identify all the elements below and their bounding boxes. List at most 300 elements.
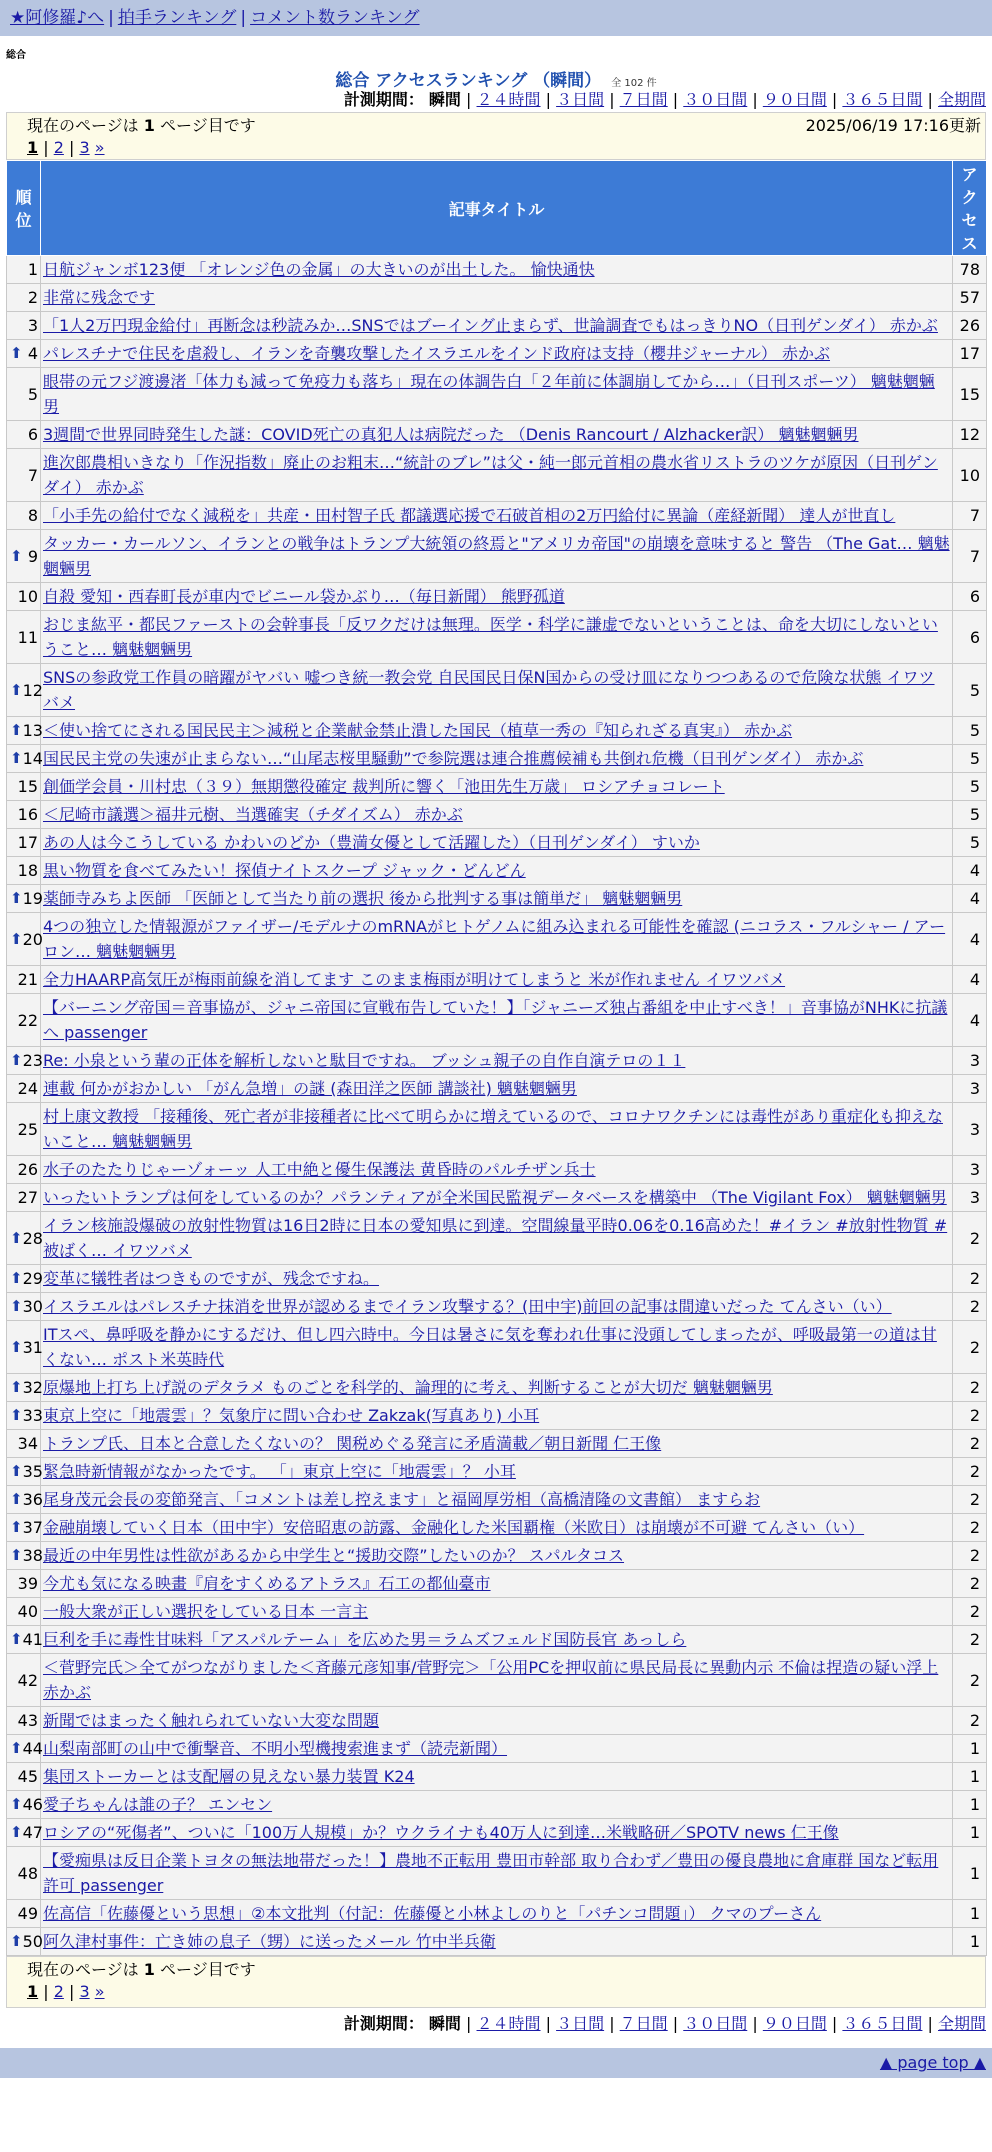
period-separator: | <box>466 2014 477 2033</box>
article-link[interactable]: ＜菅野完氏＞全てがつながりました＜斉藤元彦知事/菅野完＞「公用PCを押収前に県民局長に異動内示 不倫は捏造の疑い浮上 赤かぶ <box>43 1658 939 1702</box>
rank-number: 23 <box>22 1051 43 1070</box>
rank-up-arrow-icon: ⬆ <box>10 929 23 948</box>
rank-cell <box>7 1184 41 1212</box>
table-row <box>7 1402 987 1430</box>
rank-up-arrow-icon: ⬆ <box>10 721 23 739</box>
article-link[interactable]: 創価学会員・川村忠（３９）無期懲役確定 裁判所に響く「池田先生万歳」 ロシアチョコレート <box>43 777 725 796</box>
rank-up-arrow-icon: ⬆ <box>10 680 23 699</box>
article-link[interactable]: タッカー・カールソン、イランとの戦争はトランプ大統領の終焉と"アメリカ帝国"の崩壊を意味すると 警告 （The Gat… 魑魅魍魎男 <box>43 534 950 578</box>
table-row <box>7 611 987 664</box>
page-link-1[interactable]: 1 <box>27 138 39 157</box>
article-link[interactable]: ロシアの“死傷者”、ついに「100万人規模」か？ウクライナも40万人に到達…米戦略研／SPOTV news 仁王像 <box>43 1823 839 1842</box>
article-link[interactable]: おじま紘平・都民ファーストの会幹事長「反ワクだけは無理。医学・科学に謙虚でないということは、命を大切にしないということ… 魑魅魍魎男 <box>43 615 938 659</box>
title-cell <box>41 1791 953 1819</box>
article-link[interactable]: 一般大衆が正しい選択をしている日本 一言主 <box>43 1602 369 1621</box>
total-count: 全 102 件 <box>611 78 657 89</box>
rank-number: 11 <box>17 627 38 647</box>
rank-cell <box>7 530 41 583</box>
article-link[interactable]: 尾身茂元会長の変節発言、「コメントは差し控えます」と福岡厚労相（高橋清隆の文書館） ますらお <box>43 1490 761 1509</box>
rank-cell <box>7 1430 41 1458</box>
title-cell <box>41 1707 953 1735</box>
article-link[interactable]: 村上康文教授 「接種後、死亡者が非接種者に比べて明らかに増えているので、コロナワクチンには毒性があり重症化も抑えないこと… 魑魅魍魎男 <box>43 1107 943 1151</box>
rank-up-arrow-icon: ⬆ <box>10 1406 23 1424</box>
table-row <box>7 1293 987 1321</box>
article-link[interactable]: ＜尼崎市議選＞福井元樹、当選確実（チダイズム） 赤かぶ <box>43 805 463 824</box>
rank-up-arrow-icon: ⬆ <box>10 1630 23 1648</box>
article-link[interactable]: 日航ジャンボ123便 「オレンジ色の金属」の大きいのが出土した。 愉快通快 <box>43 260 595 279</box>
table-row <box>7 583 987 611</box>
rank-cell <box>7 913 41 966</box>
title-cell <box>41 1265 953 1293</box>
table-row <box>7 449 987 502</box>
period-link[interactable]: ９０日間 <box>762 90 827 109</box>
period-separator: | <box>826 90 843 109</box>
rank-up-arrow-icon: ⬆ <box>10 1378 23 1396</box>
title-cell <box>41 1570 953 1598</box>
rank-number: 1 <box>27 260 38 279</box>
table-row <box>7 966 987 994</box>
access-count: 1 <box>953 1791 987 1819</box>
access-count: 5 <box>953 745 987 773</box>
article-link[interactable]: 阿久津村事件：亡き姉の息子（甥）に送ったメール 竹中半兵衛 <box>43 1932 496 1951</box>
article-link[interactable]: パレスチナで住民を虐殺し、イランを奇襲攻撃したイスラエルをインド政府は支持（櫻井ジャーナル） 赤かぶ <box>43 344 831 363</box>
rank-number: 44 <box>22 1739 43 1758</box>
rank-cell <box>7 421 41 449</box>
access-count: 2 <box>953 1514 987 1542</box>
rank-number: 42 <box>17 1670 38 1690</box>
article-link[interactable]: 変革に犠牲者はつきものですが、残念ですね。 <box>43 1269 380 1288</box>
access-count: 5 <box>953 717 987 745</box>
table-row <box>7 829 987 857</box>
rank-up-arrow-icon: ⬆ <box>10 1739 23 1757</box>
rank-cell <box>7 1265 41 1293</box>
rank-number: 17 <box>17 833 38 852</box>
period-link[interactable]: ７日間 <box>619 2014 668 2033</box>
article-link[interactable]: 3週間で世界同時発生した謎：COVID死亡の真犯人は病院だった （Denis Rancourt / Alzhacker訳） 魑魅魍魎男 <box>43 425 859 444</box>
table-row <box>7 1707 987 1735</box>
access-count: 2 <box>953 1598 987 1626</box>
rank-number: 24 <box>17 1079 38 1098</box>
table-row <box>7 284 987 312</box>
rank-number: 31 <box>22 1337 43 1357</box>
article-link[interactable]: イラン核施設爆破の放射性物質は16日2時に日本の愛知県に到達。空間線量平時0.06を0.16高めた！#イラン #放射性物質 #被ばく… イワツバメ <box>43 1216 948 1260</box>
rank-number: 3 <box>27 316 38 335</box>
access-count: 2 <box>953 1321 987 1374</box>
title-cell <box>41 1486 953 1514</box>
table-row <box>7 1486 987 1514</box>
access-count: 3 <box>953 1047 987 1075</box>
period-link[interactable]: 全期間 <box>937 2014 986 2033</box>
period-link[interactable]: 全期間 <box>937 90 986 109</box>
period-link[interactable]: ２４時間 <box>476 90 541 109</box>
rank-number: 36 <box>22 1490 43 1509</box>
pagination-bottom <box>6 1956 986 2008</box>
period-links <box>466 2014 986 2033</box>
table-row <box>7 1047 987 1075</box>
next-page-link[interactable]: » <box>94 1982 105 2001</box>
title-cell <box>41 530 953 583</box>
rank-number: 15 <box>17 777 38 796</box>
page-info-number: 1 <box>143 1960 155 1979</box>
table-row <box>7 1819 987 1847</box>
access-count: 1 <box>953 1763 987 1791</box>
period-link[interactable]: ３日間 <box>556 90 605 109</box>
access-count: 5 <box>953 664 987 717</box>
table-row <box>7 745 987 773</box>
rank-cell <box>7 857 41 885</box>
title-cell <box>41 1293 953 1321</box>
table-row <box>7 1430 987 1458</box>
title-cell <box>41 1626 953 1654</box>
rank-number: 40 <box>17 1602 38 1621</box>
table-row <box>7 1900 987 1928</box>
rank-number: 25 <box>17 1119 38 1139</box>
rank-up-arrow-icon: ⬆ <box>10 1051 23 1069</box>
period-link[interactable]: ３０日間 <box>683 90 748 109</box>
table-row <box>7 1542 987 1570</box>
period-link[interactable]: ３日間 <box>556 2014 605 2033</box>
clap-ranking-link[interactable]: 拍手ランキング <box>117 8 237 28</box>
rank-number: 34 <box>17 1434 38 1453</box>
period-separator: | <box>540 2014 557 2033</box>
table-row <box>7 1791 987 1819</box>
article-link[interactable]: 金融崩壊していく日本（田中宇）安倍昭恵の訪露、金融化した米国覇権（米欧日）は崩壊が不可避 てんさい（い） <box>43 1518 865 1537</box>
access-header: アクセス <box>953 161 987 256</box>
title-cell <box>41 1654 953 1707</box>
table-row <box>7 1075 987 1103</box>
page-info-post: ページ目です <box>160 1960 256 1979</box>
access-count: 2 <box>953 1212 987 1265</box>
table-row <box>7 1212 987 1265</box>
rank-cell <box>7 1598 41 1626</box>
rank-cell <box>7 583 41 611</box>
title-cell <box>41 1598 953 1626</box>
page-top-link[interactable]: ▲ page top ▲ <box>879 2053 986 2072</box>
rank-up-arrow-icon: ⬆ <box>10 1932 23 1950</box>
rank-cell <box>7 1791 41 1819</box>
title-cell <box>41 1735 953 1763</box>
page-link-1[interactable]: 1 <box>27 1982 39 2001</box>
rank-cell <box>7 1047 41 1075</box>
period-separator: | <box>922 2014 938 2033</box>
article-link[interactable]: トランプ氏、日本と合意したくないの？ 関税めぐる発言に矛盾満載／朝日新聞 仁王像 <box>43 1434 662 1453</box>
rank-cell <box>7 611 41 664</box>
title-cell <box>41 801 953 829</box>
rank-number: 30 <box>22 1297 43 1316</box>
period-separator: | <box>604 90 620 109</box>
rank-cell <box>7 368 41 421</box>
article-link[interactable]: 自殺 愛知・西春町長が車内でビニール袋かぶり…（毎日新聞） 熊野孤道 <box>43 587 565 606</box>
rank-cell <box>7 1458 41 1486</box>
rank-up-arrow-icon: ⬆ <box>10 1297 23 1315</box>
table-row <box>7 1514 987 1542</box>
page-info-pre: 現在のページは <box>27 116 139 135</box>
rank-number: 9 <box>27 546 38 566</box>
access-count: 2 <box>953 1486 987 1514</box>
table-row <box>7 994 987 1047</box>
title-cell <box>41 1184 953 1212</box>
article-link[interactable]: 最近の中年男性は性欲があるから中学生と“援助交際”したいのか？ スパルタコス <box>43 1546 625 1565</box>
article-link[interactable]: 山梨南部町の山中で衝撃音、不明小型機捜索進まず（読売新聞） <box>43 1739 508 1758</box>
title-cell <box>41 502 953 530</box>
article-link[interactable]: 緊急時新情報がなかったです。 「」東京上空に「地震雲」？ 小耳 <box>43 1462 516 1481</box>
table-row <box>7 801 987 829</box>
category-label: 総合 <box>6 50 26 61</box>
rank-number: 10 <box>17 587 38 606</box>
article-link[interactable]: 【愛痴県は反日企業トヨタの無法地帯だった！】農地不正転用 豊田市幹部 取り合わず／豊田の優良農地に倉庫群 国など転用許可 passenger <box>43 1851 939 1895</box>
rank-cell <box>7 1542 41 1570</box>
article-link[interactable]: いったいトランプは何をしているのか？パランティアが全米国民監視データベースを構築中 （The Vigilant Fox） 魑魅魍魎男 <box>43 1188 947 1207</box>
rank-cell <box>7 1156 41 1184</box>
title-cell <box>41 773 953 801</box>
access-count: 3 <box>953 1075 987 1103</box>
rank-cell <box>7 1570 41 1598</box>
table-row <box>7 1570 987 1598</box>
article-link[interactable]: 非常に残念です <box>43 288 156 307</box>
rank-number: 12 <box>22 680 43 700</box>
title-cell <box>41 1402 953 1430</box>
access-count: 2 <box>953 1542 987 1570</box>
rank-cell <box>7 1928 41 1956</box>
article-link[interactable]: 【バーニング帝国＝音事協が、ジャニ帝国に宣戦布告していた！】「ジャニーズ独占番組を中止すべき！」音事協がNHKに抗議へ passenger <box>43 998 948 1042</box>
table-row <box>7 1265 987 1293</box>
table-row <box>7 885 987 913</box>
rank-up-arrow-icon: ⬆ <box>10 344 23 362</box>
access-count: 4 <box>953 913 987 966</box>
access-count: 5 <box>953 773 987 801</box>
table-row <box>7 1103 987 1156</box>
title-cell <box>41 1103 953 1156</box>
article-link[interactable]: Re: 小泉という輩の正体を解析しないと駄目ですね。 ブッシュ親子の自作自演テロの１１ <box>43 1051 686 1070</box>
rank-up-arrow-icon: ⬆ <box>10 1518 23 1536</box>
period-separator: | <box>667 2014 684 2033</box>
title-cell <box>41 1430 953 1458</box>
article-link[interactable]: 新聞ではまったく触れられていない大変な問題 <box>43 1711 380 1730</box>
access-count: 2 <box>953 1402 987 1430</box>
access-count: 5 <box>953 801 987 829</box>
period-current: 瞬間 <box>428 90 461 109</box>
table-row <box>7 1626 987 1654</box>
page-info-number: 1 <box>143 116 155 135</box>
ranking-table-body <box>7 256 987 1956</box>
period-separator: | <box>747 90 763 109</box>
rank-cell <box>7 1402 41 1430</box>
access-count: 15 <box>953 368 987 421</box>
access-count: 12 <box>953 421 987 449</box>
title-cell <box>41 1928 953 1956</box>
rank-cell <box>7 801 41 829</box>
rank-cell <box>7 1819 41 1847</box>
article-link[interactable]: 薬師寺みちよ医師 「医師として当たり前の選択 後から批判する事は簡単だ」 魑魅魍魎男 <box>43 889 683 908</box>
article-link[interactable]: 「1人2万円現金給付」再断念は秒読みか…SNSではブーイング止まらず、世論調査でもはっきりNO（日刊ゲンダイ） 赤かぶ <box>43 316 938 335</box>
period-separator: | <box>466 90 477 109</box>
access-count: 78 <box>953 256 987 284</box>
rank-up-arrow-icon: ⬆ <box>10 1462 23 1480</box>
access-count: 6 <box>953 611 987 664</box>
title-cell <box>41 1542 953 1570</box>
page-link-2[interactable]: 2 <box>53 138 64 157</box>
period-link[interactable]: ２４時間 <box>476 2014 541 2033</box>
next-page-link[interactable]: » <box>94 138 105 157</box>
rank-cell <box>7 340 41 368</box>
rank-cell <box>7 312 41 340</box>
rank-number: 35 <box>22 1462 43 1481</box>
rank-up-arrow-icon: ⬆ <box>10 1269 23 1287</box>
title-cell <box>41 745 953 773</box>
rank-cell <box>7 1321 41 1374</box>
period-link[interactable]: ７日間 <box>619 90 668 109</box>
rank-cell <box>7 256 41 284</box>
table-row <box>7 1374 987 1402</box>
article-link[interactable]: ＜使い捨てにされる国民民主＞減税と企業献金禁止潰した国民（植草一秀の『知られざる真実』） 赤かぶ <box>43 721 793 740</box>
table-row <box>7 502 987 530</box>
rank-number: 18 <box>17 861 38 880</box>
article-link[interactable]: 水子のたたりじゃーゾォーッ 人工中絶と優生保護法 黄昏時のパルチザン兵士 <box>43 1160 596 1179</box>
rank-up-arrow-icon: ⬆ <box>10 1546 23 1564</box>
article-link[interactable]: 愛子ちゃんは誰の子？ エンセン <box>43 1795 273 1814</box>
article-link[interactable]: 原爆地上打ち上げ説のデタラメ ものごとを科学的、論理的に考え、判断することが大切だ 魑魅魍魎男 <box>43 1378 773 1397</box>
rank-up-arrow-icon: ⬆ <box>10 546 23 565</box>
rank-cell <box>7 745 41 773</box>
page-link-3[interactable]: 3 <box>79 138 90 157</box>
article-link[interactable]: イスラエルはパレスチナ抹消を世界が認めるまでイラン攻撃する？(田中宇)前回の記事は間違いだった てんさい（い） <box>43 1297 892 1316</box>
table-row <box>7 1654 987 1707</box>
article-link[interactable]: ITスペ、鼻呼吸を静かにするだけ、但し四六時中。今日は暑さに気を奪われ仕事に没頭してしまったが、呼吸最第一の道は甘くない… ポスト米英時代 <box>43 1325 937 1369</box>
title-cell <box>41 1819 953 1847</box>
article-link[interactable]: SNSの参政党工作員の暗躍がヤバい 嘘つき統一教会党 自民国民日保N国からの受け皿になりつつあるので危険な状態 イワツバメ <box>43 668 935 712</box>
rank-number: 19 <box>22 889 43 908</box>
top-nav-bar <box>0 0 992 36</box>
access-count: 1 <box>953 1847 987 1900</box>
access-count: 26 <box>953 312 987 340</box>
access-count: 2 <box>953 1570 987 1598</box>
rank-number: 4 <box>27 344 38 363</box>
rank-cell <box>7 284 41 312</box>
table-row <box>7 1458 987 1486</box>
title-cell <box>41 312 953 340</box>
table-row <box>7 1156 987 1184</box>
title-cell <box>41 885 953 913</box>
rank-up-arrow-icon: ⬆ <box>10 1490 23 1508</box>
page-link-2[interactable]: 2 <box>53 1982 64 2001</box>
access-count: 2 <box>953 1707 987 1735</box>
table-row <box>7 664 987 717</box>
rank-cell <box>7 1075 41 1103</box>
rank-cell <box>7 829 41 857</box>
rank-number: 6 <box>27 425 38 444</box>
access-count: 3 <box>953 1156 987 1184</box>
rank-number: 41 <box>22 1630 43 1649</box>
table-row <box>7 913 987 966</box>
rank-number: 43 <box>17 1711 38 1730</box>
article-link[interactable]: 連載 何かがおかしい 「がん急増」の謎 (森田洋之医師 講談社) 魑魅魍魎男 <box>43 1079 577 1098</box>
period-separator: | <box>604 2014 620 2033</box>
article-link[interactable]: 4つの独立した情報源がファイザー/モデルナのmRNAがヒトゲノムに組み込まれる可能性を確認 (ニコラス・フルシャー / アーロン… 魑魅魍魎男 <box>43 917 946 961</box>
rank-cell <box>7 1900 41 1928</box>
home-link[interactable]: ★阿修羅♪へ <box>10 8 105 28</box>
title-cell <box>41 1156 953 1184</box>
title-cell <box>41 583 953 611</box>
title-cell <box>41 994 953 1047</box>
article-link[interactable]: 今尤も気になる映畫『肩をすくめるアトラス』石工の都仙臺市 <box>43 1574 491 1593</box>
comment-ranking-link[interactable]: コメント数ランキング <box>250 8 420 28</box>
article-link[interactable]: 黒い物質を食べてみたい！探偵ナイトスクープ ジャック・どんどん <box>43 861 526 880</box>
rank-number: 39 <box>17 1574 38 1593</box>
article-link[interactable]: 眼帯の元フジ渡邊渚「体力も減って免疫力も落ち」現在の体調告白「２年前に体調崩してから…」（日刊スポーツ） 魑魅魍魎男 <box>43 372 935 416</box>
access-count: 4 <box>953 857 987 885</box>
period-link[interactable]: ３６５日間 <box>842 90 923 109</box>
access-count: 4 <box>953 966 987 994</box>
article-link[interactable]: 進次郎農相いきなり「作況指数」廃止のお粗末…“統計のブレ”は父・純一郎元首相の農水省リストラのツケが原因（日刊ゲンダイ） 赤かぶ <box>43 453 938 497</box>
title-cell <box>41 1847 953 1900</box>
article-link[interactable]: 東京上空に「地震雲」？気象庁に問い合わせ Zakzak(写真あり) 小耳 <box>43 1406 540 1425</box>
rank-number: 46 <box>22 1795 43 1814</box>
article-link[interactable]: 佐高信「佐藤優という思想」②本文批判（付記：佐藤優と小林よしのりと「パチンコ問題」） クマのプーさん <box>43 1904 822 1923</box>
current-page-info-bottom <box>27 1959 985 1981</box>
table-row <box>7 1735 987 1763</box>
period-link[interactable]: ３６５日間 <box>842 2014 923 2033</box>
title-cell <box>41 1374 953 1402</box>
rank-up-arrow-icon: ⬆ <box>10 889 23 907</box>
article-link[interactable]: 「小手先の給付でなく減税を」共産・田村智子氏 都議選応援で石破首相の2万円給付に異論（産経新聞） 達人が世直し <box>43 506 896 525</box>
article-link[interactable]: 集団ストーカーとは支配層の見えない暴力装置 K24 <box>43 1767 415 1786</box>
article-link[interactable]: 全力HAARP高気圧が梅雨前線を消してます このまま梅雨が明けてしまうと 米が作れません イワツバメ <box>43 970 786 989</box>
access-count: 2 <box>953 1430 987 1458</box>
title-cell <box>41 664 953 717</box>
title-cell <box>41 1321 953 1374</box>
period-link[interactable]: ９０日間 <box>762 2014 827 2033</box>
pagination-top <box>6 112 986 160</box>
table-row <box>7 256 987 284</box>
period-label: 計測期間： <box>343 2014 424 2033</box>
rank-up-arrow-icon: ⬆ <box>10 1337 23 1356</box>
table-row <box>7 340 987 368</box>
title-cell <box>41 1047 953 1075</box>
rank-cell <box>7 966 41 994</box>
access-count: 2 <box>953 1374 987 1402</box>
rank-header: 順位 <box>7 161 41 256</box>
rank-number: 5 <box>27 384 38 404</box>
access-count: 4 <box>953 994 987 1047</box>
rank-cell <box>7 773 41 801</box>
rank-number: 48 <box>17 1863 38 1883</box>
title-cell <box>41 717 953 745</box>
rank-cell <box>7 994 41 1047</box>
bottom-bar <box>0 2048 992 2078</box>
rank-cell <box>7 1103 41 1156</box>
rank-number: 8 <box>27 506 38 525</box>
page-links: 1 | 2 | 3 » <box>27 138 105 157</box>
page-link-3[interactable]: 3 <box>79 1982 90 2001</box>
title-cell <box>41 449 953 502</box>
title-cell <box>41 829 953 857</box>
article-link[interactable]: 巨利を手に毒性甘味料「アスパルテーム」を広めた男＝ラムズフェルド国防長官 あっしら <box>43 1630 687 1649</box>
rank-cell <box>7 1374 41 1402</box>
access-count: 2 <box>953 1265 987 1293</box>
rank-number: 2 <box>27 288 38 307</box>
access-count: 4 <box>953 885 987 913</box>
period-link[interactable]: ３０日間 <box>683 2014 748 2033</box>
title-cell <box>41 1458 953 1486</box>
page-info-post: ページ目です <box>160 116 256 135</box>
article-link[interactable]: 国民民主党の失速が止まらない…“山尾志桜里騒動”で参院選は連合推薦候補も共倒れ危機（日刊ゲンダイ） 赤かぶ <box>43 749 864 768</box>
rank-number: 27 <box>17 1188 38 1207</box>
rank-up-arrow-icon: ⬆ <box>10 1795 23 1813</box>
rank-number: 37 <box>22 1518 43 1537</box>
article-link[interactable]: あの人は今こうしている かわいのどか（豊満女優として活躍した）（日刊ゲンダイ） すいか <box>43 833 700 852</box>
rank-number: 38 <box>22 1546 43 1565</box>
period-separator: | <box>922 90 938 109</box>
